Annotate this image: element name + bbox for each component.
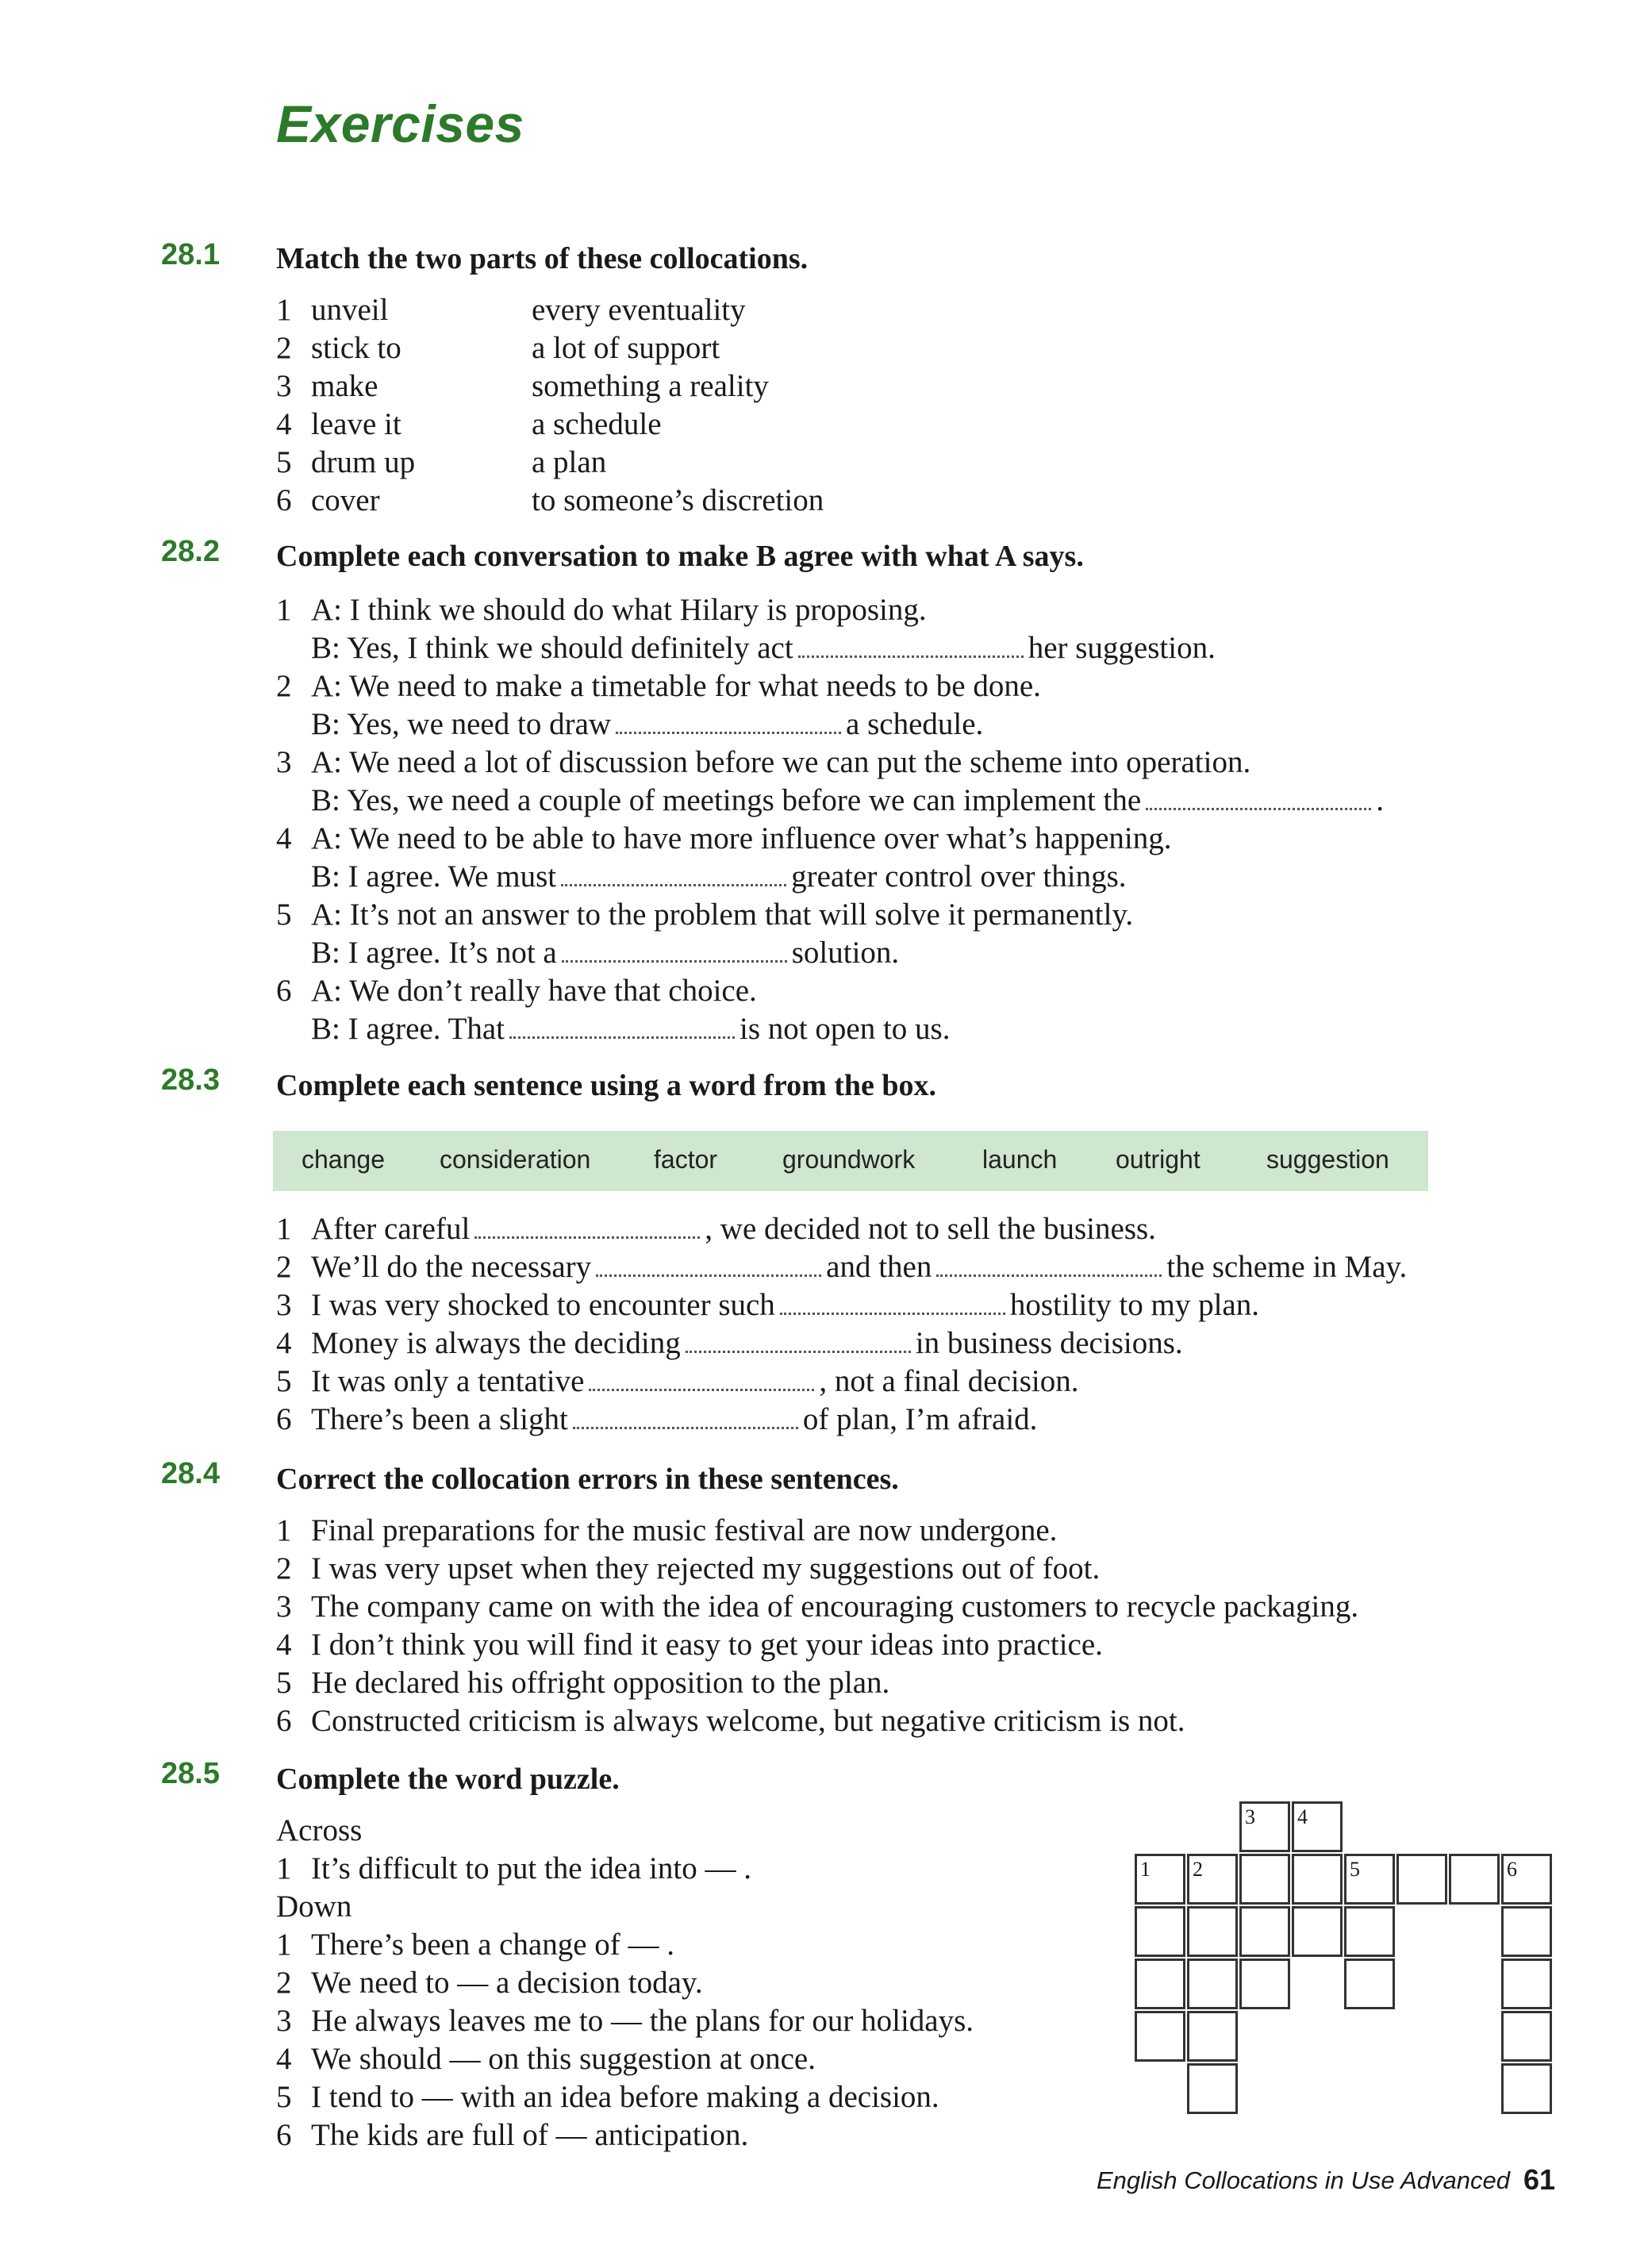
speaker-b-text-end: solution. (791, 936, 900, 970)
crossword-cell (1344, 1854, 1395, 1905)
clue-text: I tend to — with an idea before making a decision. (311, 2080, 939, 2114)
match-left-text: drum up (311, 445, 416, 479)
dialogue-line-a (276, 592, 927, 628)
item-number: 5 (276, 2080, 292, 2114)
crossword-cell (1135, 1959, 1185, 2009)
match-left-text: leave it (311, 407, 401, 441)
speaker-b-text: B: I agree. That (311, 1012, 505, 1046)
crossword-cell (1135, 1854, 1185, 1905)
dialogue-line-a (276, 744, 1250, 780)
answer-blank (686, 1341, 911, 1353)
item-number: 5 (276, 445, 292, 479)
match-right-item: every eventuality (532, 293, 746, 327)
down-clue (276, 2003, 974, 2039)
item-number: 3 (276, 1288, 292, 1322)
sentence-item (276, 1363, 1079, 1399)
crossword-cell (1239, 1906, 1290, 1957)
sentence-part: of plan, I’m afraid. (802, 1402, 1038, 1436)
word-box-item: factor (654, 1145, 718, 1174)
crossword-cell (1187, 1959, 1238, 2009)
sentence-part: hostility to my plan. (1009, 1288, 1259, 1322)
clue-text: We need to — a decision today. (311, 1966, 703, 2000)
answer-blank (561, 875, 786, 886)
speaker-b-text: B: I agree. We must (311, 859, 557, 894)
clue-text: The kids are full of — anticipation. (311, 2118, 749, 2152)
word-box (273, 1131, 1428, 1191)
answer-blank (562, 951, 787, 963)
crossword-cell (1292, 1801, 1343, 1852)
dialogue-line-b (311, 782, 1384, 818)
crossword-cell (1239, 1801, 1290, 1852)
answer-blank (780, 1303, 1005, 1315)
item-number: 6 (276, 483, 292, 517)
crossword-cell (1501, 2011, 1552, 2062)
sentence-part: We’ll do the necessary (311, 1250, 592, 1284)
word-box-item: change (302, 1145, 385, 1174)
word-box-item: outright (1116, 1145, 1201, 1174)
error-sentence-text: I was very upset when they rejected my suggestions out of foot. (311, 1551, 1101, 1586)
sentence-item (276, 1401, 1037, 1437)
answer-blank (474, 1227, 700, 1239)
exercise-instruction-28-5: Complete the word puzzle. (276, 1763, 620, 1796)
answer-blank (589, 1379, 814, 1391)
answer-blank (616, 722, 841, 734)
crossword-cell (1449, 1854, 1500, 1905)
match-left-text: stick to (311, 331, 401, 365)
match-right-item: a schedule (532, 407, 662, 441)
match-left-item (276, 368, 378, 404)
match-left-item (276, 482, 380, 518)
speaker-b-text-end: is not open to us. (740, 1012, 951, 1046)
down-clue (276, 2041, 816, 2077)
dialogue-line-a (276, 973, 757, 1009)
crossword-cell (1396, 1854, 1447, 1905)
crossword-cell (1187, 1854, 1238, 1905)
crossword-cell (1501, 1906, 1552, 1957)
speaker-b-text-end: . (1376, 783, 1384, 817)
item-number: 1 (276, 293, 292, 327)
crossword-cell (1292, 1906, 1343, 1957)
sentence-item (276, 1211, 1156, 1247)
exercise-instruction-28-1: Match the two parts of these collocations. (276, 242, 809, 275)
error-sentence (276, 1703, 1185, 1739)
speaker-b-text: B: I agree. It’s not a (311, 936, 557, 970)
dialogue-line-a (276, 668, 1041, 704)
exercise-number-28-4: 28.4 (161, 1457, 220, 1490)
item-number: 6 (276, 2118, 292, 2152)
item-number: 2 (276, 1966, 292, 2000)
sentence-part: , not a final decision. (819, 1364, 1079, 1398)
down-clue (276, 1927, 674, 1962)
error-sentence (276, 1589, 1358, 1624)
item-number: 5 (276, 1364, 292, 1398)
dialogue-line-b (311, 1011, 950, 1047)
item-number: 2 (276, 331, 292, 365)
error-sentence-text: Constructed criticism is always welcome, but negative criticism is not. (311, 1704, 1185, 1738)
crossword-cell (1501, 1854, 1552, 1905)
across-heading: Across (276, 1813, 363, 1847)
item-number: 6 (276, 1704, 292, 1738)
item-number: 4 (276, 821, 292, 855)
crossword-cell-number: 6 (1507, 1858, 1517, 1881)
sentence-item (276, 1325, 1183, 1361)
item-number: 1 (276, 1513, 292, 1547)
speaker-b-text: B: Yes, we need a couple of meetings before we can implement the (311, 783, 1142, 817)
footer-book-title: English Collocations in Use Advanced (1097, 2166, 1510, 2194)
item-number: 1 (276, 1212, 292, 1246)
down-heading: Down (276, 1889, 352, 1924)
clue-text: We should — on this suggestion at once. (311, 2042, 816, 2076)
answer-blank (798, 646, 1024, 658)
dialogue-line-a (276, 897, 1133, 932)
item-number: 4 (276, 1326, 292, 1360)
answer-blank (573, 1417, 798, 1429)
down-clue (276, 2079, 939, 2115)
error-sentence (276, 1665, 889, 1701)
item-number: 3 (276, 745, 292, 779)
clue-text: There’s been a change of — . (311, 1928, 675, 1962)
dialogue-line-b (311, 706, 983, 742)
page-number: 61 (1523, 2163, 1556, 2196)
crossword-cell (1501, 2063, 1552, 2114)
speaker-a-text: A: We need to be able to have more influence over what’s happening. (311, 821, 1172, 855)
exercise-number-28-2: 28.2 (161, 535, 220, 568)
word-box-item: consideration (440, 1145, 591, 1174)
speaker-b-text-end: greater control over things. (791, 859, 1127, 894)
speaker-b-text-end: a schedule. (846, 707, 984, 741)
word-box-item: suggestion (1266, 1145, 1389, 1174)
crossword-cell (1135, 1906, 1185, 1957)
sentence-part: in business decisions. (915, 1326, 1183, 1360)
match-left-text: unveil (311, 293, 389, 327)
dialogue-line-b (311, 935, 899, 971)
crossword-cell-number: 4 (1297, 1805, 1308, 1828)
item-number: 1 (276, 1928, 292, 1962)
item-number: 5 (276, 1666, 292, 1700)
sentence-part: the scheme in May. (1166, 1250, 1408, 1284)
item-number: 4 (276, 407, 292, 441)
item-number: 1 (276, 1851, 292, 1886)
sentence-part: I was very shocked to encounter such (311, 1288, 775, 1322)
exercise-instruction-28-4: Correct the collocation errors in these sentences. (276, 1463, 899, 1496)
crossword-cell (1501, 1959, 1552, 2009)
sentence-part: and then (826, 1250, 932, 1284)
crossword-cell-number: 1 (1140, 1858, 1151, 1881)
item-number: 2 (276, 1250, 292, 1284)
exercise-instruction-28-3: Complete each sentence using a word from the box. (276, 1069, 937, 1102)
crossword-cell (1344, 1906, 1395, 1957)
item-number: 6 (276, 1402, 292, 1436)
sentence-part: After careful (311, 1212, 471, 1246)
answer-blank (936, 1265, 1162, 1277)
down-clue (276, 1965, 703, 2001)
crossword-cell-number: 3 (1245, 1805, 1255, 1828)
item-number: 1 (276, 593, 292, 627)
speaker-a-text: A: We need a lot of discussion before we can put the scheme into operation. (311, 745, 1251, 779)
page-title: Exercises (276, 94, 524, 153)
crossword-cell (1135, 2011, 1185, 2062)
match-left-item (276, 444, 415, 480)
across-clue (276, 1851, 751, 1886)
word-box-item: launch (982, 1145, 1058, 1174)
item-number: 3 (276, 1590, 292, 1624)
crossword-cell (1344, 1959, 1395, 2009)
answer-blank (509, 1027, 735, 1039)
crossword-cell (1187, 2063, 1238, 2114)
error-sentence (276, 1551, 1100, 1586)
item-number: 4 (276, 1628, 292, 1662)
speaker-b-text: B: Yes, we need to draw (311, 707, 612, 741)
error-sentence-text: The company came on with the idea of encouraging customers to recycle packaging. (311, 1590, 1359, 1624)
speaker-b-text-end: her suggestion. (1028, 631, 1216, 665)
exercise-number-28-1: 28.1 (161, 238, 220, 271)
match-left-item (276, 292, 388, 328)
item-number: 2 (276, 669, 292, 703)
speaker-b-text: B: Yes, I think we should definitely act (311, 631, 793, 665)
sentence-item (276, 1249, 1407, 1285)
speaker-a-text: A: It’s not an answer to the problem that will solve it permanently. (311, 898, 1134, 932)
match-right-item: a lot of support (532, 331, 720, 365)
sentence-part: It was only a tentative (311, 1364, 585, 1398)
match-left-item (276, 330, 401, 366)
match-left-text: make (311, 369, 378, 403)
item-number: 4 (276, 2042, 292, 2076)
exercise-instruction-28-2: Complete each conversation to make B agree with what A says. (276, 540, 1084, 573)
error-sentence (276, 1627, 1103, 1663)
dialogue-line-b (311, 630, 1216, 666)
crossword-cell (1239, 1959, 1290, 2009)
error-sentence-text: He declared his offright opposition to the plan. (311, 1666, 890, 1700)
clue-text: It’s difficult to put the idea into — . (311, 1851, 751, 1886)
match-left-item (276, 406, 401, 442)
clue-text: He always leaves me to — the plans for our holidays. (311, 2004, 974, 2038)
answer-blank (1146, 798, 1371, 810)
down-clue (276, 2117, 748, 2153)
exercise-number-28-3: 28.3 (161, 1063, 220, 1097)
dialogue-line-a (276, 821, 1172, 856)
sentence-item (276, 1287, 1259, 1323)
speaker-a-text: A: We don’t really have that choice. (311, 974, 757, 1008)
crossword-cell-number: 5 (1350, 1858, 1360, 1881)
crossword-cell (1292, 1854, 1343, 1905)
exercise-number-28-5: 28.5 (161, 1757, 220, 1790)
word-box-item: groundwork (782, 1145, 916, 1174)
dialogue-line-b (311, 859, 1127, 894)
speaker-a-text: A: I think we should do what Hilary is proposing. (311, 593, 927, 627)
speaker-a-text: A: We need to make a timetable for what needs to be done. (311, 669, 1041, 703)
sentence-part: , we decided not to sell the business. (705, 1212, 1156, 1246)
match-right-item: a plan (532, 445, 607, 479)
crossword-cell (1239, 1854, 1290, 1905)
crossword-cell (1187, 2011, 1238, 2062)
crossword-cell (1187, 1906, 1238, 1957)
error-sentence (276, 1513, 1057, 1548)
match-left-text: cover (311, 483, 380, 517)
item-number: 2 (276, 1551, 292, 1586)
crossword-cell-number: 2 (1193, 1858, 1203, 1881)
sentence-part: Money is always the deciding (311, 1326, 681, 1360)
item-number: 6 (276, 974, 292, 1008)
match-right-item: to someone’s discretion (532, 483, 824, 517)
item-number: 3 (276, 2004, 292, 2038)
item-number: 3 (276, 369, 292, 403)
item-number: 5 (276, 898, 292, 932)
error-sentence-text: I don’t think you will find it easy to get your ideas into practice. (311, 1628, 1103, 1662)
error-sentence-text: Final preparations for the music festival are now undergone. (311, 1513, 1058, 1547)
answer-blank (596, 1265, 821, 1277)
match-right-item: something a reality (532, 369, 769, 403)
sentence-part: There’s been a slight (311, 1402, 568, 1436)
